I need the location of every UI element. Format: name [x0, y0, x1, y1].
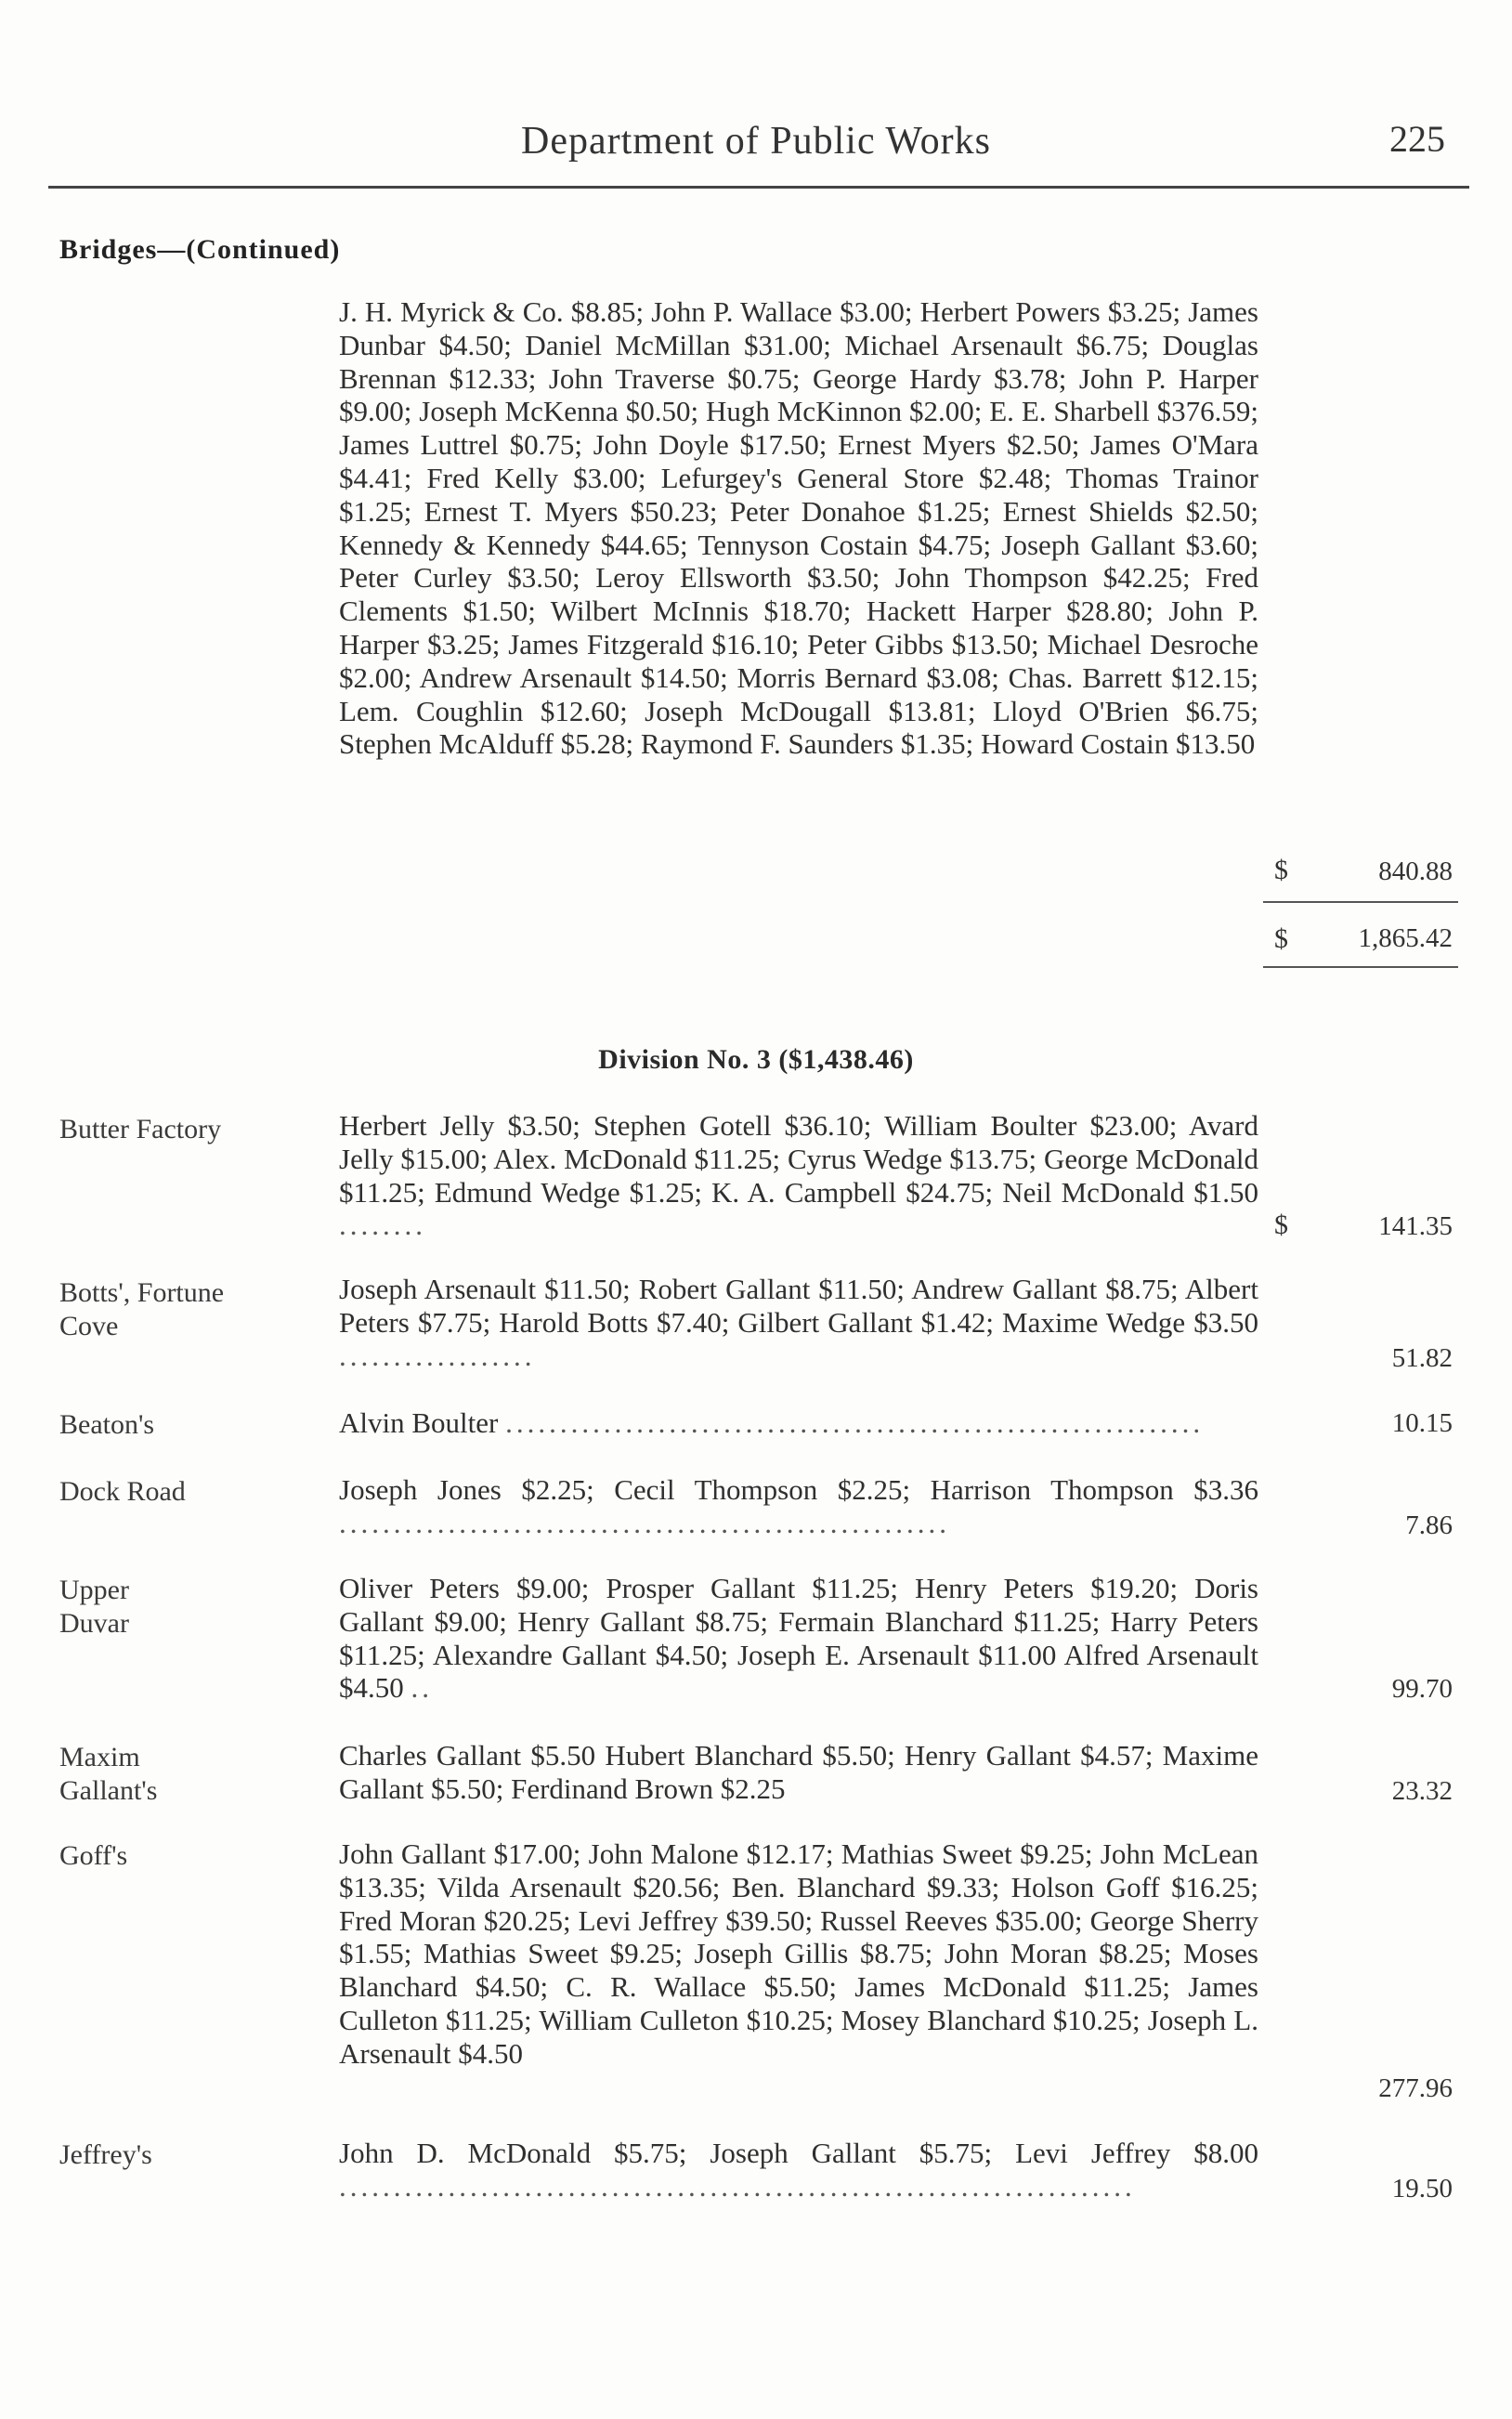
entry-amount: 99.70 [1391, 1674, 1453, 1704]
entry-amount: 23.32 [1391, 1776, 1453, 1806]
page-number: 225 [1389, 118, 1445, 160]
leader-dots: ........ [339, 1209, 426, 1242]
division-entry [339, 1109, 1258, 1242]
place-label: Botts', Fortune Cove [59, 1277, 225, 1341]
place-label: Upper Duvar [59, 1575, 129, 1639]
division-entry [339, 1406, 1258, 1440]
entry-text: John Gallant $17.00; John Malone $12.17; Mathias Sweet $9.25; John McLean $13.35; Vilda Arsenault $20.56; Ben. Blanchard $9.33; Holson Goff $16.25; Fred Moran $20.25; Levi Jeffrey $39.50; Russel Reeves $35.00; George Sherry $1.55; Mathias Sweet $9.25; Joseph Gillis $8.75; John Moran $8.25; Moses Blanchard $4.50; C. R. Wallace $5.50; James McDonald $11.25; James Culleton $11.25; William Culleton $10.25; Mosey Blanchard $10.25; Joseph L. Arsenault $4.50 [339, 1837, 1258, 2070]
division-entry [339, 1473, 1258, 1540]
bridges-total: 1,865.42 [1358, 923, 1453, 953]
entry-text: Charles Gallant $5.50 Hubert Blanchard $5.50; Henry Gallant $4.57; Maxime Gallant $5.50; Ferdinand Brown $2.25 [339, 1739, 1258, 1805]
bridges-dollar-sign: $ [1274, 855, 1288, 885]
place-label: Butter Factory [59, 1114, 222, 1144]
entry-dollar-sign: $ [1274, 1210, 1288, 1240]
division-heading: Division No. 3 ($1,438.46) [598, 1044, 914, 1075]
section-heading: Bridges—(Continued) [59, 234, 341, 265]
leader-dots: .. [411, 1671, 433, 1705]
entry-text: Oliver Peters $9.00; Prosper Gallant $11.25; Henry Peters $19.20; Doris Gallant $9.00; Henry Gallant $8.75; Fermain Blanchard $11.25; Harry Peters $11.25; Alexandre Gallant $4.50; Joseph E. Arsenault $11.00 Alfred Arsenault $4.50 [339, 1572, 1258, 1705]
bridges-entry [339, 295, 1258, 761]
place-label: Goff's [59, 1840, 128, 1871]
place-label: Maxim Gallant's [59, 1742, 158, 1806]
entry-amount: 277.96 [1378, 2073, 1453, 2103]
leader-dots: ......................................................................... [339, 2169, 1136, 2203]
place-label: Jeffrey's [59, 2139, 152, 2170]
page-header-title: Department of Public Works [521, 120, 991, 163]
entry-amount: 10.15 [1391, 1408, 1453, 1438]
entry-text: John D. McDonald $5.75; Joseph Gallant $5.75; Levi Jeffrey $8.00 [339, 2137, 1258, 2169]
division-entry [339, 1739, 1258, 1806]
subtotal-rule [1263, 901, 1458, 903]
entry-text: Alvin Boulter [339, 1406, 499, 1439]
entry-text: Joseph Jones $2.25; Cecil Thompson $2.25; Harrison Thompson $3.36 [339, 1473, 1258, 1506]
division-entry [339, 1273, 1258, 1372]
total-rule [1263, 966, 1458, 968]
bridges-amount: 840.88 [1378, 856, 1453, 886]
division-entry [339, 2137, 1258, 2203]
entry-amount: 51.82 [1391, 1343, 1453, 1373]
entry-text: Joseph Arsenault $11.50; Robert Gallant $11.50; Andrew Gallant $8.75; Albert Peters $7.75; Harold Botts $7.40; Gilbert Gallant $1.42; Maxime Wedge $3.50 [339, 1273, 1258, 1339]
entry-amount: 141.35 [1378, 1211, 1453, 1241]
total-dollar-sign: $ [1274, 923, 1288, 954]
leader-dots: ................................................................ [505, 1406, 1205, 1439]
place-label: Dock Road [59, 1476, 186, 1507]
entry-amount: 7.86 [1405, 1510, 1453, 1540]
entry-text: Herbert Jelly $3.50; Stephen Gotell $36.10; William Boulter $23.00; Avard Jelly $15.00; Alex. McDonald $11.25; Cyrus Wedge $13.75; George McDonald $11.25; Edmund Wedge $1.25; K. A. Campbell $24.75; Neil McDonald $1.50 [339, 1109, 1258, 1209]
bridges-entry-text: J. H. Myrick & Co. $8.85; John P. Wallace $3.00; Herbert Powers $3.25; James Dunbar $4.50; Daniel McMillan $31.00; Michael Arsenault $6.75; Douglas Brennan $12.33; John Traverse $0.75; George Hardy $3.78; John P. Harper $9.00; Joseph McKenna $0.50; Hugh McKinnon $2.00; E. E. Sharbell $376.59; James Luttrel $0.75; John Doyle $17.50; Ernest Myers $2.50; James O'Mara $4.41; Fred Kelly $3.00; Lefurgey's General Store $2.48; Thomas Trainor $1.25; Ernest T. Myers $50.23; Peter Donahoe $1.25; Ernest Shields $2.50; Kennedy & Kennedy $44.65; Tennyson Costain $4.75; Joseph Gallant $3.60; Peter Curley $3.50; Leroy Ellsworth $3.50; John Thompson $42.25; Fred Clements $1.50; Wilbert McInnis $18.70; Hackett Harper $28.80; John P. Harper $3.25; James Fitzgerald $16.10; Peter Gibbs $13.50; Michael Desroche $2.00; Andrew Arsenault $14.50; Morris Bernard $3.08; Chas. Barrett $12.15; Lem. Coughlin $12.60; Joseph McDougall $13.81; Lloyd O'Brien $6.75; Stephen McAlduff $5.28; Raymond F. Saunders $1.35; Howard Costain $13.50 [339, 295, 1258, 761]
division-entry [339, 1572, 1258, 1705]
leader-dots: ........................................................ [339, 1506, 950, 1539]
place-label: Beaton's [59, 1409, 155, 1440]
division-entry [339, 1837, 1258, 2071]
leader-dots: .................. [339, 1339, 536, 1372]
entry-amount: 19.50 [1391, 2174, 1453, 2203]
header-rule [48, 186, 1469, 189]
